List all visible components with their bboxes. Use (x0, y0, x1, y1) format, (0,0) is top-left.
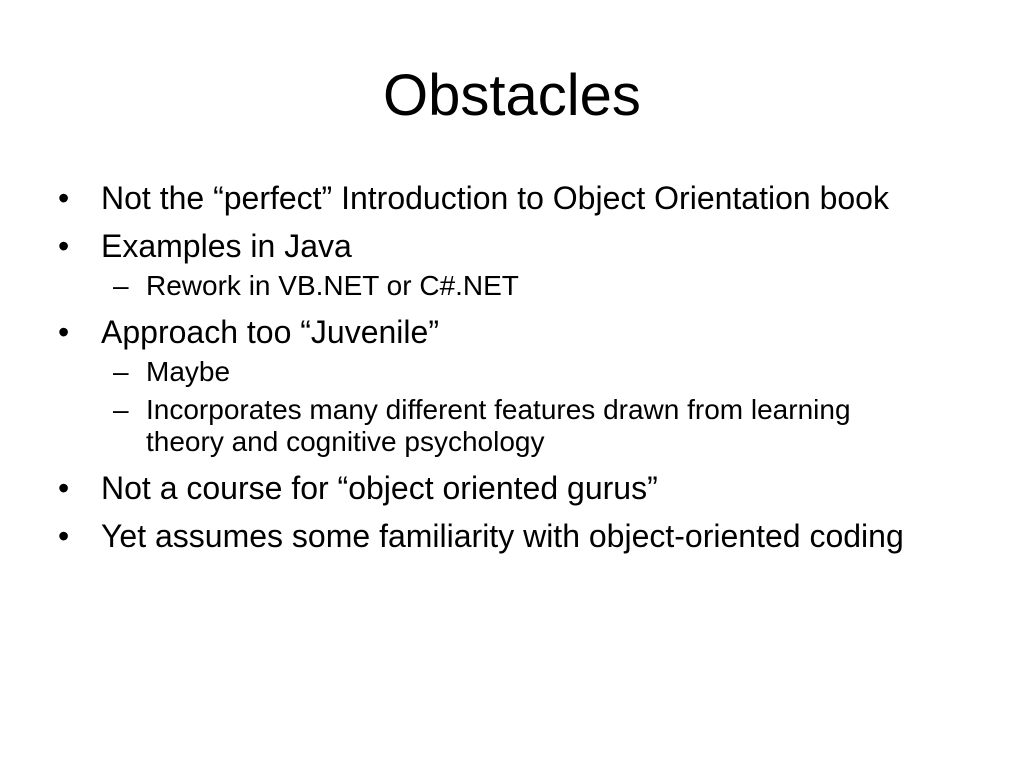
sub-bullet-text: Incorporates many different features drawn from learning theory and cognitive psychology (146, 394, 851, 457)
sub-bullet-marker: – (113, 270, 129, 301)
sub-bullet-marker: – (113, 394, 129, 425)
bullet-item (58, 314, 918, 351)
bullet-item (58, 228, 918, 265)
bullet-item (58, 518, 918, 555)
sub-bullet-text: Maybe (146, 356, 231, 387)
sub-bullet-item (58, 270, 918, 302)
bullet-marker: • (58, 180, 70, 216)
sub-bullet-text: Rework in VB.NET or C#.NET (146, 270, 519, 301)
sub-bullet-marker: – (113, 356, 129, 387)
sub-bullet-item (58, 394, 918, 458)
bullet-item (58, 180, 918, 217)
sub-bullet-item (58, 356, 918, 388)
bullet-list (58, 180, 918, 566)
bullet-text: Yet assumes some familiarity with object-oriented coding (101, 518, 904, 554)
bullet-marker: • (58, 470, 70, 506)
bullet-marker: • (58, 518, 70, 554)
bullet-text: Examples in Java (101, 228, 352, 264)
bullet-text: Not the “perfect” Introduction to Object Orientation book (101, 180, 889, 216)
bullet-text: Approach too “Juvenile” (101, 314, 439, 350)
bullet-marker: • (58, 228, 70, 264)
slide-title: Obstacles (383, 63, 641, 128)
bullet-text: Not a course for “object oriented gurus” (101, 470, 658, 506)
bullet-item (58, 470, 918, 507)
bullet-marker: • (58, 314, 70, 350)
